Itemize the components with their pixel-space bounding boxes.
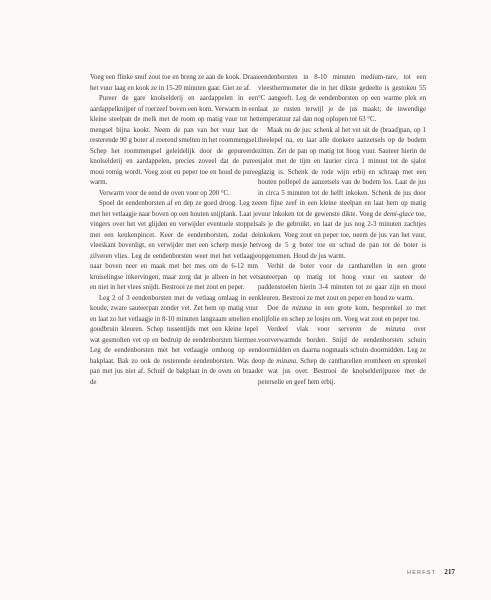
italic-term: demi-glace: [383, 210, 414, 218]
left-text-column: [90, 73, 258, 388]
paragraph: Verhit de boter voor de cantharellen in een grote sauteerpan op matig tot hoog vuur en sauteer de paddenstoelen hierin 3-4 minuten tot ze gaar zijn en mooi kleuren. Bestrooi ze met zout en peper en houd ze warm.: [258, 263, 426, 302]
paragraph: Maak nu de jus: schenk al het vet uit de (braad)pan, op 1 theelepel na, en laat alle donkere aanzetsels op de bodem zitten. Zet de pan op matig tot hoog vuur. Sauteer hierin de sjalot met de tijm en laurier circa 1 minuut tot de sjalot glazig is. Schenk de rode wijn erbij en schraap met een houten pollepel de aanzetsels van de bodem los. Laat de jus in circa 5 minuten tot de helft inkoken. Schenk de jus door een fijne zeef in een kleine steelpan en laat hem op matig vuur inkoken tot de gewenste dikte. Voeg de demi-glace toe, als je die gebruikt, en laat de jus nog 2-3 minuten zachtjes inkoken. Voeg zout en peper toe, neem de jus van het vuur, voeg de 5 g boter toe en schud de pan tot de boter is opgenomen. Houd de jus warm.: [258, 126, 426, 260]
italic-term: mizuna: [292, 305, 312, 312]
paragraph: Verdeel vlak voor serveren de mizuna over voorverwarmde borden. Snijd de eendenborsten schuin doormidden en daarna nogmaals schuin doormidden. Leg ze op de mizuna. Schep de cantharellen eromheen en sprenkel er wat jus over. Bestrooi de knolselderijpuree met de peterselie en geef hem erbij.: [258, 326, 426, 386]
paragraph: Voeg een flinke snuf zout toe en breng ze aan de kook. Draai het vuur laag en kook ze in 15-20 minuten gaar. Giet ze af.: [90, 74, 258, 92]
section-title: HERFST: [407, 570, 437, 576]
right-text-column: [258, 73, 426, 388]
italic-term: mizuna: [276, 357, 297, 365]
paragraph: Doe de mizuna in een grote kom, besprenkel ze met olijfolie en schep ze losjes om. Voeg wat zout en peper toe.: [258, 305, 426, 323]
paragraph: Spoel de eendenborsten af en dep ze goed droog. Leg ze met het vetlaagje naar boven op een houten snijplank. Laat je vingers over het vet glijden en verwijder eventuele stoppels met een keukenpincet. Keer de eendenborsten, zodat de vleeskant bovenligt, en verwijder met een scherp mesje het zilveren vlies. Leg de eendenborsten weer met het vetlaagje naar boven neer en maak met het mes om de 6-12 mm kruiselingse inkervingen, maar zorg dat je alleen in het vet en niet in het vlees snijdt. Bestrooi ze met zout en peper.: [90, 200, 258, 291]
paragraph: Verwarm voor de eend de oven voor op 200 °C.: [99, 189, 230, 197]
page-footer: [370, 568, 455, 576]
paragraph: eendenborsten in 8-10 minuten medium-rare, tot een vleesthermometer die in het dikste gedeelte is gestoken 55 °C aangeeft. Leg de eendenborsten op een warme plek en laat ze rusten terwijl je de jus maakt; de inwendige temperatuur zal dan nog oplopen tot 63 °C.: [258, 74, 426, 123]
italic-term: mizuna: [385, 326, 406, 333]
paragraph: Pureer de gare knolselderij en aardappelen in een aardappelknijper of roerzeef boven een kom. Verwarm in een kleine steelpan de melk met de room op matig vuur tot het mengsel bijna kookt. Neem de pan van het vuur laat de resterende 90 g boter al roerend smelten in het roommengsel. Schep het roommengsel geleidelijk door de gepureerde knolselderij en aardappelen, precies zoveel dat de puree mooi romig wordt. Voeg zout en peper toe en houd de puree warm.: [90, 95, 258, 186]
paragraph: Leg 2 of 3 eendenborsten met de vetlaag omlaag in een koude, zware sauteerpan zonder vet. Zet hem op matig vuur en laat zo het vetlaagje in 8-10 minuten langzaam smelten en goudbruin kleuren. Schep tussentijds met een kleine lepel wat gesmolten vet op en bedruip de eendenborsten hiermee. Leg de eendenborsten met het vetlaagje omhoog op een bakplaat. Bak zo ook de resterende eendenborsten. Was de pan met jus niet af. Schuif de bakplaat in de oven en braad de: [90, 294, 258, 386]
page-number: 217: [444, 568, 455, 576]
